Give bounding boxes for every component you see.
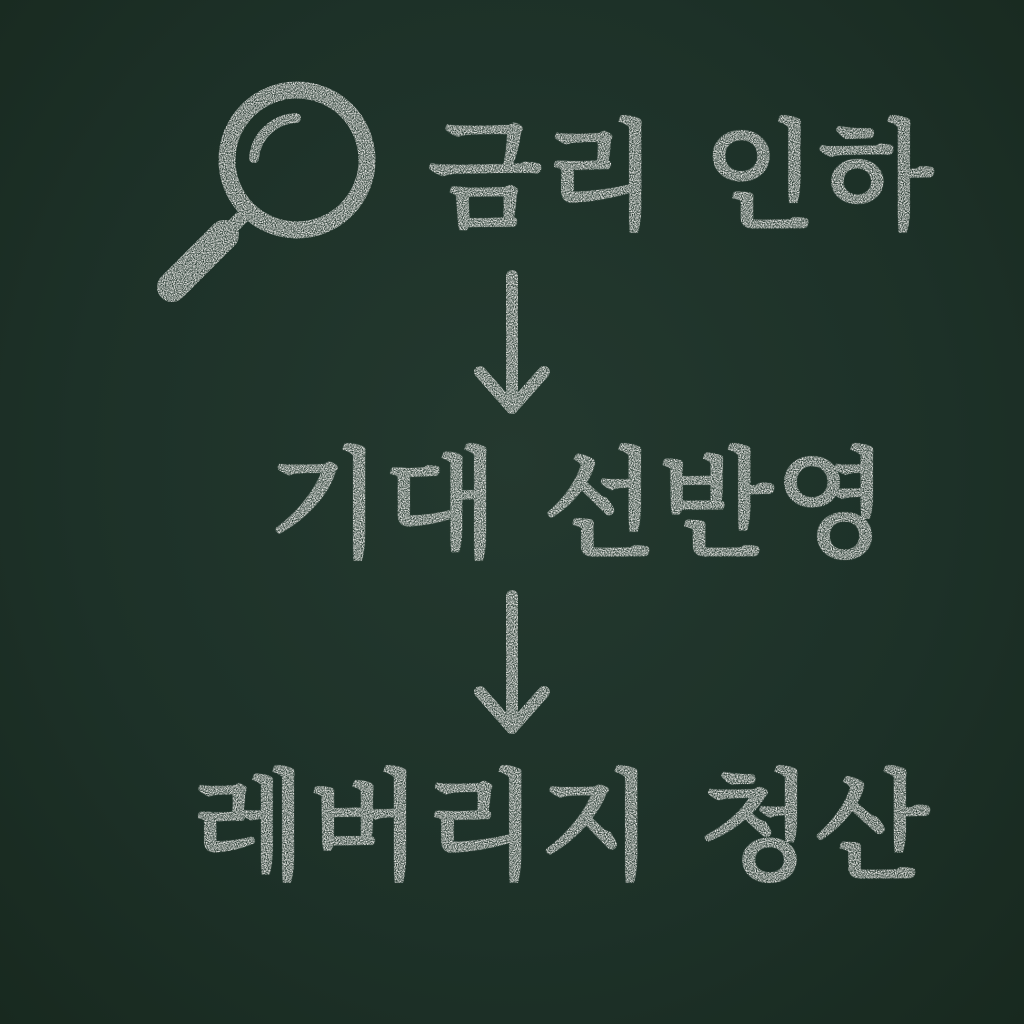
step-1-label: 금리 인하 <box>428 108 936 246</box>
arrow-down-icon <box>470 590 554 738</box>
magnifier-icon <box>150 78 395 323</box>
step-3-label: 레버리지 청산 <box>192 758 932 896</box>
step-2-label: 기대 선반영 <box>268 436 892 574</box>
arrow-down-icon <box>470 270 554 418</box>
